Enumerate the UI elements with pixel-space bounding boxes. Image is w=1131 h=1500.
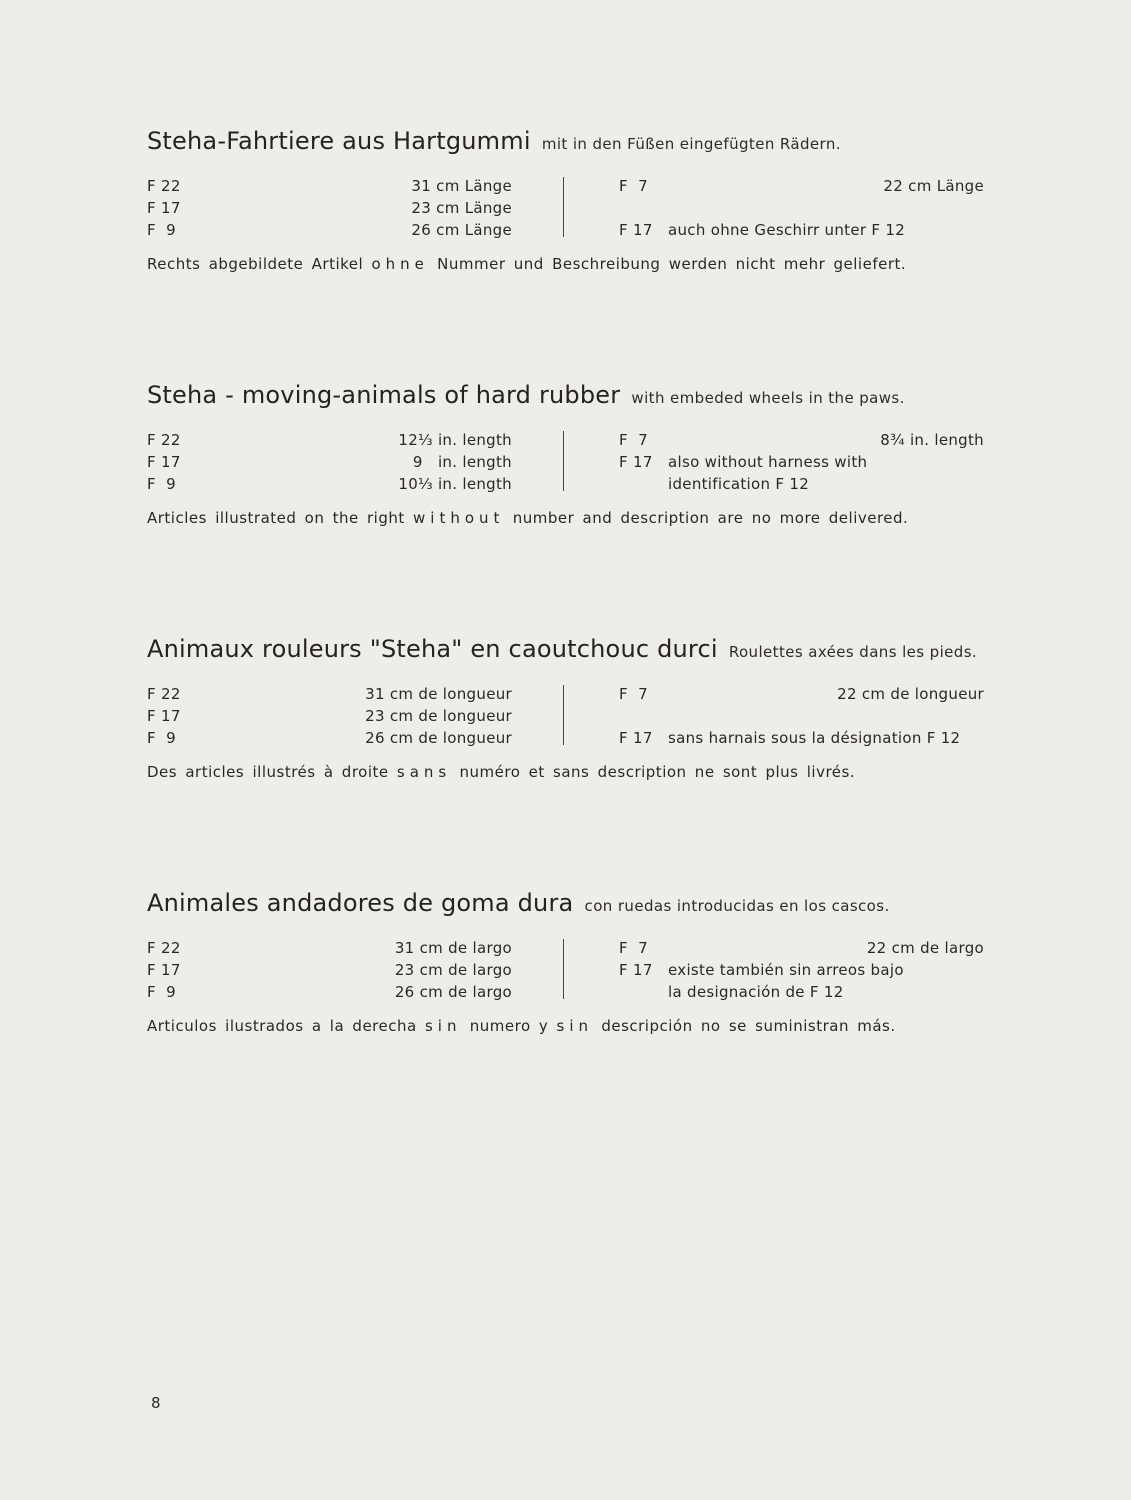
article-size: 26 cm de largo [394,983,512,1001]
column-divider [563,685,564,745]
column-divider [563,939,564,999]
section-heading [147,635,987,663]
table-row [619,727,984,749]
section-heading [147,127,987,155]
table-row [147,981,512,1003]
column-divider [563,431,564,491]
table-row [619,959,984,981]
article-size: 22 cm Länge [883,177,984,195]
article-table [147,429,987,495]
section-english [147,381,987,542]
note-text: Nummer und Beschreibung werden nicht mehr geliefert. [437,255,907,273]
article-size: 8¾ in. length [880,431,984,449]
article-size: 23 cm Länge [411,199,512,217]
article-code: F 17 [619,961,653,979]
article-code: F 9 [147,983,176,1001]
article-note: also without harness with [668,453,868,471]
table-row [619,705,984,727]
section-note [147,1017,987,1035]
table-row [619,451,984,473]
table-row [619,175,984,197]
note-text: number and description are no more delivered. [512,509,909,527]
article-code: F 22 [147,431,181,449]
table-row [147,683,512,705]
note-text: numéro et sans description ne sont plus livrés. [459,763,856,781]
article-code: F 17 [147,199,181,217]
article-size: 31 cm Länge [411,177,512,195]
article-code: F 17 [147,707,181,725]
right-column [619,429,984,495]
table-row [619,937,984,959]
table-row [619,683,984,705]
article-code: F 9 [147,729,176,747]
table-row [147,727,512,749]
note-text: descripción no se suministran más. [601,1017,896,1035]
article-code: F 9 [147,475,176,493]
left-column [147,429,512,495]
article-size: 26 cm de longueur [365,729,512,747]
table-row [619,429,984,451]
section-note [147,763,987,781]
table-row [619,219,984,241]
article-size: 31 cm de longueur [365,685,512,703]
article-table [147,683,987,749]
right-column [619,175,984,241]
article-code: F 7 [619,685,648,703]
article-size: 26 cm Länge [411,221,512,239]
table-row [147,451,512,473]
article-size: 22 cm de largo [866,939,984,957]
article-note: identification F 12 [668,475,810,493]
section-subtitle: con ruedas introducidas en los cascos. [584,897,890,915]
article-table [147,175,987,241]
article-table [147,937,987,1003]
section-note [147,509,987,527]
table-row [147,197,512,219]
article-code: F 17 [147,453,181,471]
article-code: F 17 [619,221,653,239]
note-text: Des articles illustrés à droite [147,763,389,781]
table-row [147,937,512,959]
note-text: Articulos ilustrados a la derecha [147,1017,417,1035]
note-emphasis: ohne [371,255,429,273]
article-size: 31 cm de largo [394,939,512,957]
article-note: existe también sin arreos bajo [668,961,904,979]
article-note: sans harnais sous la désignation F 12 [668,729,961,747]
table-row [147,429,512,451]
article-code: F 17 [147,961,181,979]
article-code: F 17 [619,729,653,747]
table-row [147,473,512,495]
table-row [147,175,512,197]
section-french [147,635,987,796]
article-note: auch ohne Geschirr unter F 12 [668,221,906,239]
section-title: Steha - moving-animals of hard rubber [147,381,621,409]
note-emphasis: sans [396,763,452,781]
article-code: F 17 [619,453,653,471]
table-row [619,197,984,219]
article-size: 12⅓ in. length [398,431,512,449]
article-size: 10⅓ in. length [398,475,512,493]
left-column [147,937,512,1003]
article-code: F 22 [147,939,181,957]
right-column [619,683,984,749]
page-number: 8 [151,1394,161,1412]
section-subtitle: Roulettes axées dans les pieds. [728,643,978,661]
note-text: numero y [469,1017,549,1035]
section-title: Animaux rouleurs "Steha" en caoutchouc durci [147,635,718,663]
article-size: 23 cm de largo [394,961,512,979]
left-column [147,175,512,241]
note-text: Articles illustrated on the right [147,509,405,527]
section-heading [147,889,987,917]
article-size: 9 in. length [412,453,512,471]
right-column [619,937,984,1003]
article-note: la designación de F 12 [668,983,844,1001]
article-code: F 7 [619,939,648,957]
section-title: Steha-Fahrtiere aus Hartgummi [147,127,531,155]
article-code: F 22 [147,685,181,703]
article-code: F 9 [147,221,176,239]
section-german [147,127,987,288]
section-heading [147,381,987,409]
table-row [619,473,984,495]
table-row [147,705,512,727]
section-title: Animales andadores de goma dura [147,889,574,917]
table-row [147,219,512,241]
section-note [147,255,987,273]
article-code: F 22 [147,177,181,195]
note-emphasis: sin [424,1017,462,1035]
column-divider [563,177,564,237]
article-size: 23 cm de longueur [365,707,512,725]
section-subtitle: with embeded wheels in the paws. [631,389,905,407]
table-row [147,959,512,981]
note-emphasis: sin [556,1017,594,1035]
section-spanish [147,889,987,1050]
article-code: F 7 [619,431,648,449]
article-code: F 7 [619,177,648,195]
article-size: 22 cm de longueur [837,685,984,703]
note-text: Rechts abgebildete Artikel [147,255,364,273]
note-emphasis: without [413,509,505,527]
section-subtitle: mit in den Füßen eingefügten Rädern. [541,135,841,153]
left-column [147,683,512,749]
table-row [619,981,984,1003]
